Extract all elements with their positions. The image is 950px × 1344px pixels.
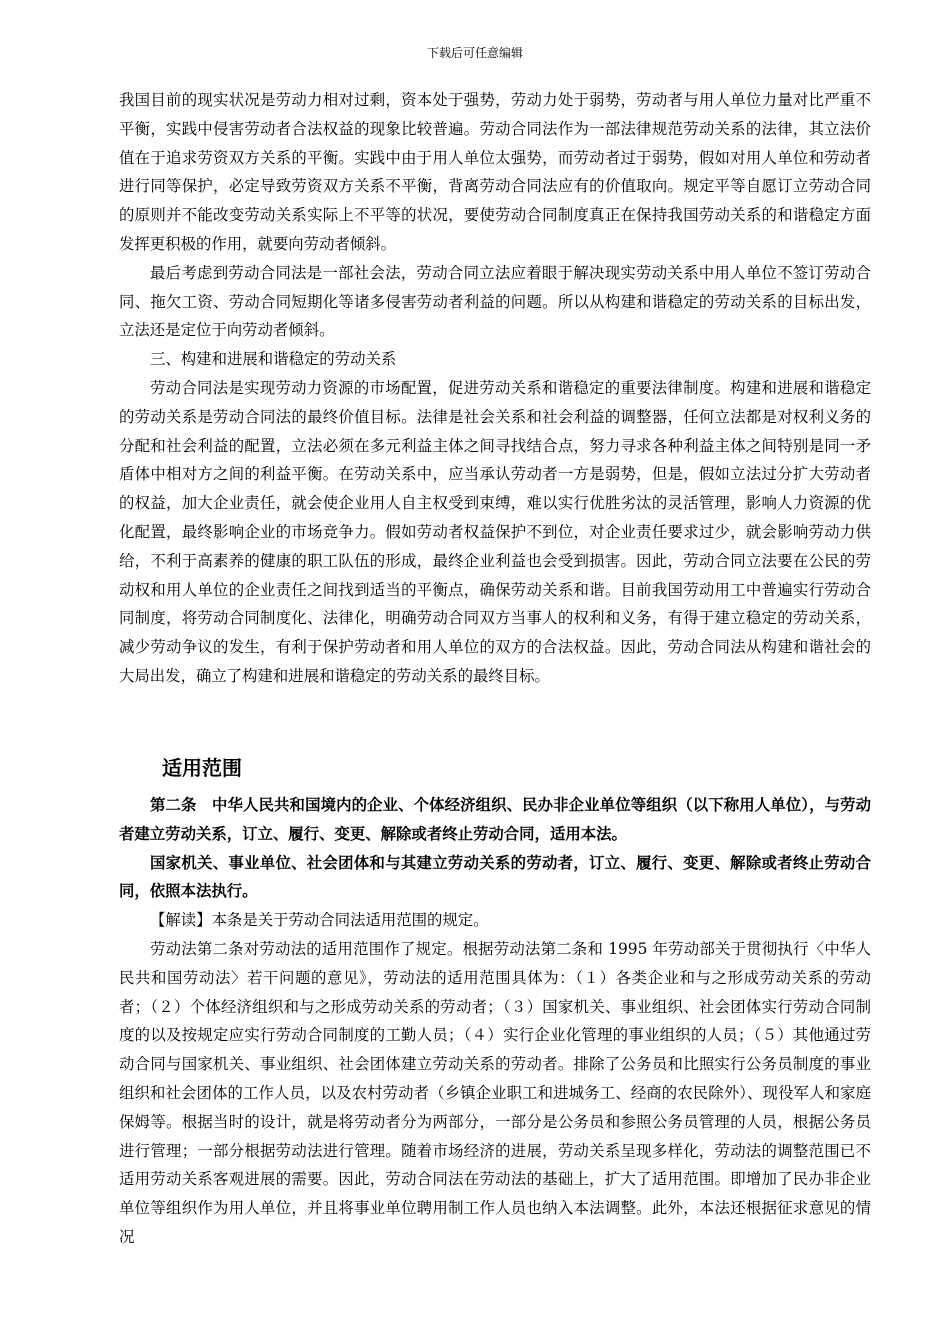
law-article: 第二条 中华人民共和国境内的企业、个体经济组织、民办非企业单位等组织（以下称用人单位），与劳动者建立劳动关系，订立、履行、变更、解除或者终止劳动合同，适用本法。 [119,796,871,843]
paragraph: 我国目前的现实状况是劳动力相对过剩，资本处于强势，劳动力处于弱势，劳动者与用人单位力量对比严重不平衡，实践中侵害劳动者合法权益的现象比较普遍。劳动合同法作为一部法律规范劳动关系的法律，其立法价值在于追求劳资双方关系的平衡。实践中由于用人单位太强势，而劳动者过于弱势，假如对用人单位和劳动者进行同等保护，必定导致劳资双方关系不平衡，背离劳动合同法应有的价值取向。规定平等自愿订立劳动合同的原则并不能改变劳动关系实际上不平等的状况，要使劳动合同制度真正在保持我国劳动关系的和谐稳定方面发挥更积极的作用，就要向劳动者倾斜。 [119,91,871,253]
paragraph: 劳动法第二条对劳动法的适用范围作了规定。根据劳动法第二条和 1995 年劳动部关于贯彻执行〈中华人民共和国劳动法〉若干问题的意见》，劳动法的适用范围具体为：（１）各类企业和与之形成劳动关系的劳动者；（２）个体经济组织和与之形成劳动关系的劳动者；（３）国家机关、事业组织、社会团体实行劳动合同制度的以及按规定应实行劳动合同制度的工勤人员；（４）实行企业化管理的事业组织的人员；（５）其他通过劳动合同与国家机关、事业组织、社会团体建立劳动关系的劳动者。排除了公务员和比照实行公务员制度的事业组织和社会团体的工作人员，以及农村劳动者（乡镇企业职工和进城务工、经商的农民除外）、现役军人和家庭保姆等。根据当时的设计，就是将劳动者分为两部分，一部分是公务员和参照公务员管理的人员，根据公务员进行管理；一部分根据劳动法进行管理。随着市场经济的进展，劳动关系呈现多样化，劳动法的调整范围已不适用劳动关系客观进展的需要。因此，劳动合同法在劳动法的基础上，扩大了适用范围。即增加了民办非企业单位等组织作为用人单位，并且将事业单位聘用制工作人员也纳入本法调整。此外，本法还根据征求意见的情况 [119,939,871,1246]
section-body-1 [119,86,871,691]
section-subtitle: 三、构建和进展和谐稳定的劳动关系 [150,350,397,369]
paragraph: 劳动合同法是实现劳动力资源的市场配置，促进劳动关系和谐稳定的重要法律制度。构建和进展和谐稳定的劳动关系是劳动合同法的最终价值目标。法律是社会关系和社会利益的调整器，任何立法都是对权利义务的分配和社会利益的配置，立法必须在多元利益主体之间寻找结合点，努力寻求各种利益主体之间特别是同一矛盾体中相对方之间的利益平衡。在劳动关系中，应当承认劳动者一方是弱势，但是，假如立法过分扩大劳动者的权益，加大企业责任，就会使企业用人自主权受到束缚，难以实行优胜劣汰的灵活管理，影响人力资源的优化配置，最终影响企业的市场竞争力。假如劳动者权益保护不到位，对企业责任要求过少，就会影响劳动力供给，不利于高素养的健康的职工队伍的形成，最终企业利益也会受到损害。因此，劳动合同立法要在公民的劳动权和用人单位的企业责任之间找到适当的平衡点，确保劳动关系和谐。目前我国劳动用工中普遍实行劳动合同制度，将劳动合同制度化、法律化，明确劳动合同双方当事人的权利和义务，有得于建立稳定的劳动关系，减少劳动争议的发生，有利于保护劳动者和用人单位的双方的合法权益。因此，劳动合同法从构建和谐社会的大局出发，确立了构建和进展和谐稳定的劳动关系的最终目标。 [119,378,871,685]
page-header: 下载后可任意编辑 [426,46,523,60]
interpretation-note: 【解读】本条是关于劳动合同法适用范围的规定。 [150,911,489,930]
paragraph: 最后考虑到劳动合同法是一部社会法，劳动合同立法应着眼于解决现实劳动关系中用人单位不签订劳动合同、拖欠工资、劳动合同短期化等诸多侵害劳动者利益的问题。所以从构建和谐稳定的劳动关系的目标出发，立法还是定位于向劳动者倾斜。 [119,263,871,340]
law-article-clause: 国家机关、事业单位、社会团体和与其建立劳动关系的劳动者，订立、履行、变更、解除或者终止劳动合同，依照本法执行。 [119,853,871,901]
section-heading: 适用范围 [162,756,242,780]
section-body-2 [119,791,871,1252]
